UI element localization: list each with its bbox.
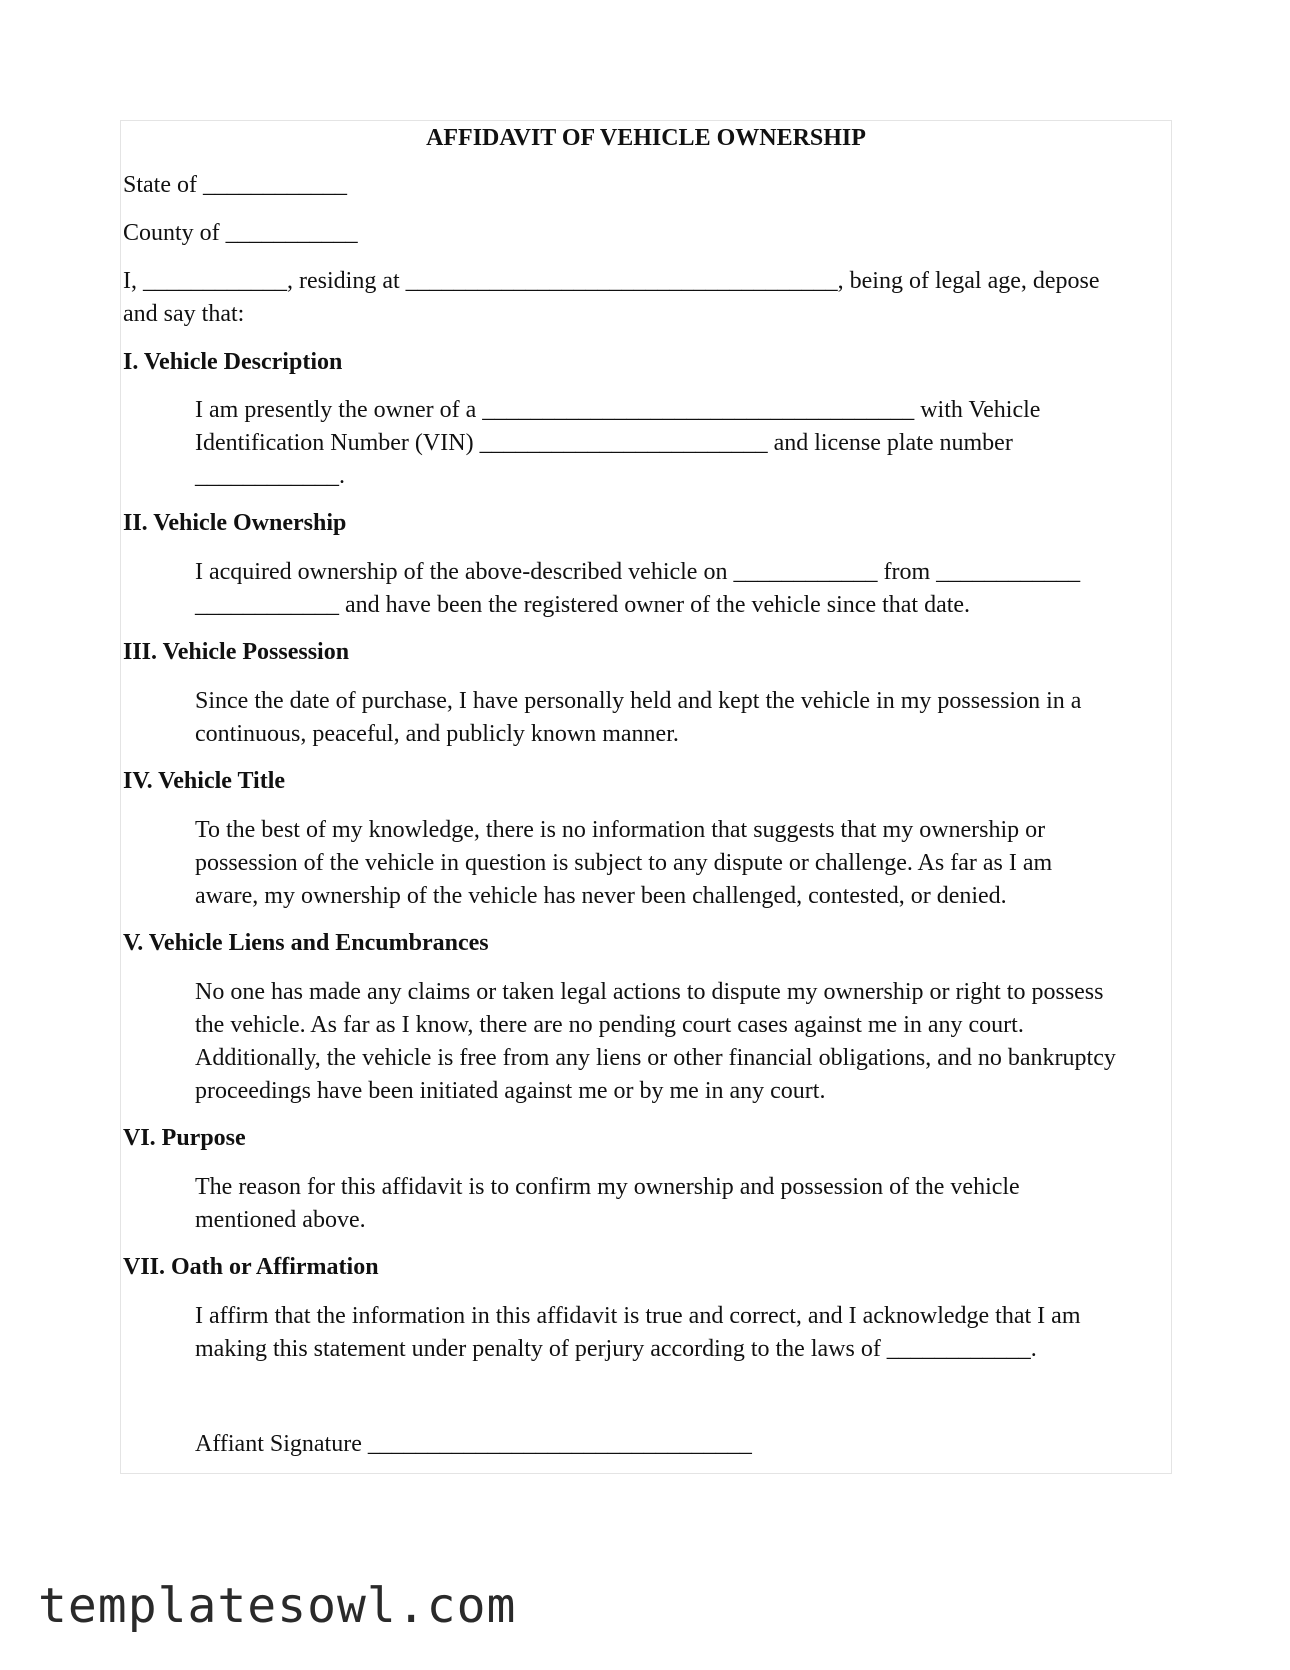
body-line: possession of the vehicle in question is subject to any dispute or challenge. As far as I am bbox=[195, 850, 1053, 876]
section-heading-liens-encumbrances: V. Vehicle Liens and Encumbrances bbox=[123, 930, 489, 956]
body-line: I am presently the owner of a ____________________________________ with Vehicle bbox=[195, 397, 1041, 423]
body-line: Additionally, the vehicle is free from any liens or other financial obligations, and no bankruptcy bbox=[195, 1045, 1116, 1071]
body-line: aware, my ownership of the vehicle has never been challenged, contested, or denied. bbox=[195, 883, 1007, 909]
body-line: The reason for this affidavit is to confirm my ownership and possession of the vehicle bbox=[195, 1174, 1020, 1200]
section-body-vehicle-possession bbox=[195, 685, 1170, 751]
section-heading-vehicle-title: IV. Vehicle Title bbox=[123, 768, 286, 794]
section-body-vehicle-ownership bbox=[195, 556, 1170, 622]
body-line: To the best of my knowledge, there is no information that suggests that my ownership or bbox=[195, 817, 1046, 843]
body-line: ____________. bbox=[195, 463, 345, 489]
body-line: No one has made any claims or taken legal actions to dispute my ownership or right to possess bbox=[195, 979, 1104, 1005]
section-body-vehicle-description bbox=[195, 394, 1170, 493]
body-line: proceedings have been initiated against me or by me in any court. bbox=[195, 1078, 826, 1104]
document-title: AFFIDAVIT OF VEHICLE OWNERSHIP bbox=[426, 125, 866, 151]
body-line: continuous, peaceful, and publicly known manner. bbox=[195, 721, 679, 747]
section-body-purpose bbox=[195, 1171, 1170, 1237]
body-line: Since the date of purchase, I have personally held and kept the vehicle in my possession in a bbox=[195, 688, 1082, 714]
state-line: State of ____________ bbox=[123, 172, 347, 198]
intro-line-2: and say that: bbox=[123, 301, 245, 327]
section-body-vehicle-title bbox=[195, 814, 1170, 913]
section-body-liens-encumbrances bbox=[195, 976, 1170, 1108]
body-line: Identification Number (VIN) ________________________ and license plate number bbox=[195, 430, 1013, 456]
section-heading-purpose: VI. Purpose bbox=[123, 1125, 246, 1151]
body-line: I affirm that the information in this affidavit is true and correct, and I acknowledge that I am bbox=[195, 1303, 1081, 1329]
body-line: I acquired ownership of the above-described vehicle on ____________ from ____________ bbox=[195, 559, 1081, 585]
county-line: County of ___________ bbox=[123, 220, 358, 246]
section-heading-vehicle-ownership: II. Vehicle Ownership bbox=[123, 510, 347, 536]
section-heading-oath-affirmation: VII. Oath or Affirmation bbox=[123, 1254, 379, 1280]
body-line: ____________ and have been the registered owner of the vehicle since that date. bbox=[195, 592, 971, 618]
section-heading-vehicle-description: I. Vehicle Description bbox=[123, 349, 343, 375]
affiant-signature-line: Affiant Signature ________________________________ bbox=[195, 1431, 752, 1457]
section-heading-vehicle-possession: III. Vehicle Possession bbox=[123, 639, 350, 665]
body-line: making this statement under penalty of perjury according to the laws of ____________. bbox=[195, 1336, 1037, 1362]
body-line: mentioned above. bbox=[195, 1207, 366, 1233]
body-line: the vehicle. As far as I know, there are no pending court cases against me in any court. bbox=[195, 1012, 1024, 1038]
section-body-oath-affirmation bbox=[195, 1300, 1170, 1366]
watermark-logo: templatesowl.com bbox=[38, 1578, 517, 1634]
intro-line-1: I, ____________, residing at ____________________________________, being of legal age, depose bbox=[123, 268, 1100, 294]
